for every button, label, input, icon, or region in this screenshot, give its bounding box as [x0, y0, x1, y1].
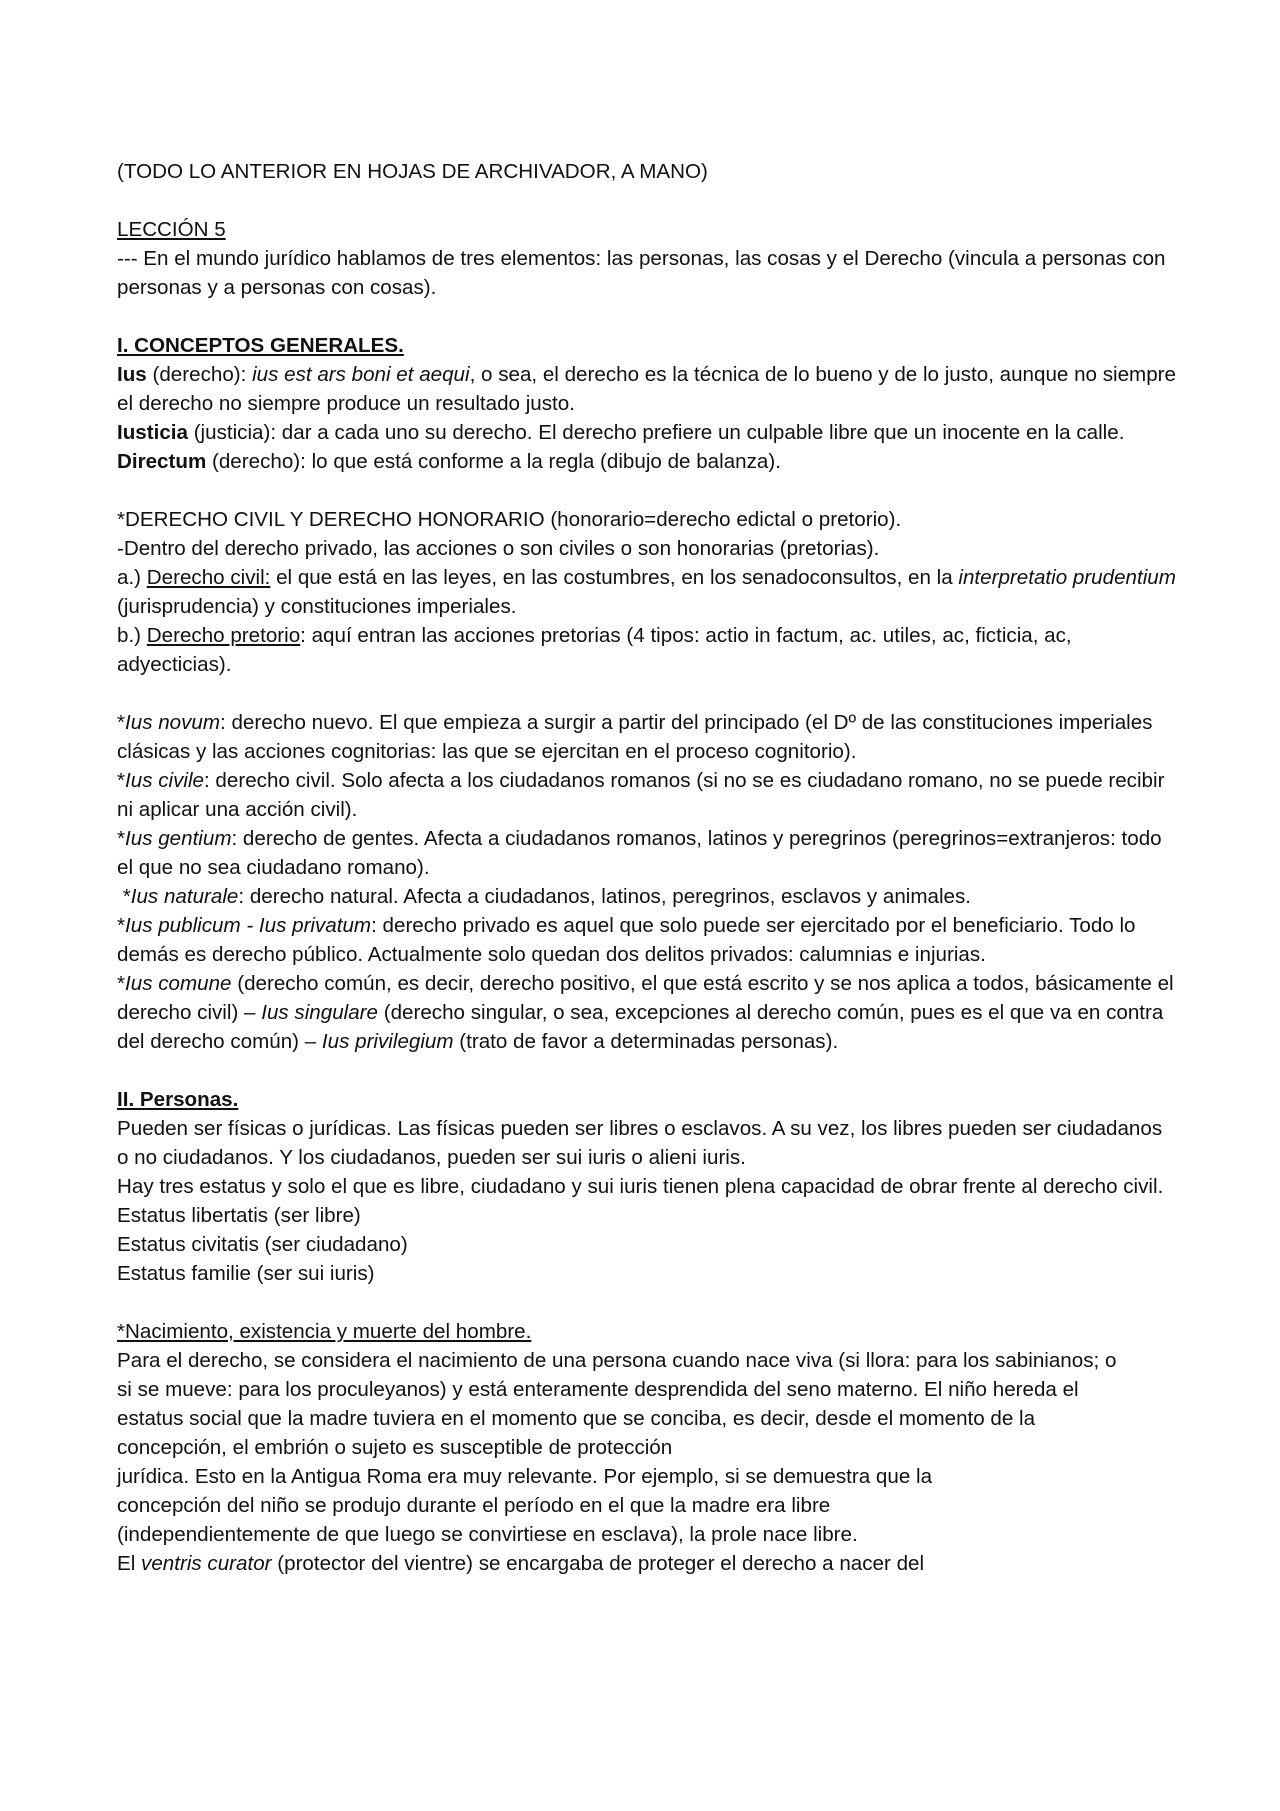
text: : derecho nuevo. El que empieza a surgir a partir del principado (el Dº de las constituciones imperiales clásicas y las acciones cognitorias: las que se ejercitan en el proceso cognitorio). [117, 711, 1153, 763]
text: * [117, 885, 131, 908]
text: (derecho común, es decir, derecho positivo, el que está escrito y se nos aplica a todos, básicamente el derecho civil) – [117, 972, 1174, 1024]
ius-item [117, 882, 1177, 911]
section-heading [117, 1085, 1177, 1114]
text: : aquí entran las acciones pretorias (4 tipos: actio in factum, ac. utiles, ac, ficticia, ac, adyecticias). [117, 624, 1072, 676]
sub-heading: *Nacimiento, existencia y muerte del hombre. [117, 1320, 532, 1343]
directum-definition [117, 447, 1177, 476]
text: : derecho privado es aquel que solo puede ser ejercitado por el beneficiario. Todo lo demás es derecho público. Actualmente solo quedan dos delitos privados: calumnias e injurias. [117, 914, 1136, 966]
status-line: Estatus libertatis (ser libre) [117, 1204, 361, 1227]
text: a.) [117, 566, 147, 589]
underlined-term: Derecho civil: [146, 566, 271, 589]
iusticia-definition [117, 418, 1177, 447]
ius-comune-item [117, 969, 1177, 1056]
italic-term: ventris curator [141, 1552, 272, 1575]
text-line: concepción del niño se produjo durante el período en el que la madre era libre [117, 1494, 831, 1517]
italic-term: Ius naturale [130, 885, 239, 908]
text: : derecho natural. Afecta a ciudadanos, latinos, peregrinos, esclavos y animales. [238, 885, 972, 908]
italic-term: Ius civile [125, 769, 204, 792]
text: (derecho): lo que está conforme a la regla (dibujo de balanza). [206, 450, 781, 473]
item-b [117, 621, 1177, 679]
text-line: estatus social que la madre tuviera en el momento que se conciba, es decir, desde el momento de la [117, 1407, 1036, 1430]
text: b.) [117, 624, 147, 647]
underlined-term: Derecho pretorio [146, 624, 301, 647]
intro-paragraph: --- En el mundo jurídico hablamos de tres elementos: las personas, las cosas y el Derecho (vincula a personas con personas y a personas con cosas). [117, 247, 1166, 299]
text-line: jurídica. Esto en la Antigua Roma era muy relevante. Por ejemplo, si se demuestra que la [117, 1465, 933, 1488]
ius-item [117, 824, 1177, 882]
text: (derecho singular, o sea, excepciones al derecho común, pues es el que va en contra del derecho común) – [117, 1001, 1164, 1053]
ius-item [117, 911, 1177, 969]
text: : derecho civil. Solo afecta a los ciudadanos romanos (si no se es ciudadano romano, no se puede recibir ni aplicar una acción civil). [117, 769, 1165, 821]
section-heading [117, 331, 1177, 360]
text: (trato de favor a determinadas personas). [453, 1030, 839, 1053]
italic-term: Ius publicum - Ius privatum [125, 914, 372, 937]
dentro-paragraph: -Dentro del derecho privado, las acciones o son civiles o son honorarias (pretorias). [117, 537, 880, 560]
text: , o sea, el derecho es la técnica de lo bueno y de lo justo, aunque no siempre el derecho no siempre produce un resultado justo. [117, 363, 1176, 415]
personas-paragraph: Pueden ser físicas o jurídicas. Las físicas pueden ser libres o esclavos. A su vez, los libres pueden ser ciudadanos o no ciudadanos. Y los ciudadanos, pueden ser sui iuris o alieni iuris. [117, 1117, 1163, 1169]
text: el que está en las leyes, en las costumbres, en los senadoconsultos, en la [270, 566, 959, 589]
section-heading-text: II. Personas. [117, 1088, 239, 1111]
ius-item [117, 708, 1177, 766]
italic-term: Ius privilegium [321, 1030, 454, 1053]
term: Ius [117, 363, 147, 386]
text: (protector del vientre) se encargaba de proteger el derecho a nacer del [271, 1552, 925, 1575]
civil-honorario-heading: *DERECHO CIVIL Y DERECHO HONORARIO (honorario=derecho edictal o pretorio). [117, 508, 902, 531]
text: (jurisprudencia) y constituciones imperiales. [117, 595, 517, 618]
ventris-curator-line [117, 1549, 1177, 1578]
ius-definition [117, 360, 1177, 418]
text-line: (independientemente de que luego se convirtiese en esclava), la prole nace libre. [117, 1523, 858, 1546]
document-body [117, 157, 1177, 1578]
italic-term: Ius comune [125, 972, 232, 995]
text: * [117, 827, 126, 850]
text: * [117, 711, 126, 734]
text: * [117, 769, 126, 792]
text: (justicia): dar a cada uno su derecho. El derecho prefiere un culpable libre que un inocente en la calle. [187, 421, 1125, 444]
latin-phrase: ius est ars boni et aequi [252, 363, 470, 386]
text: : derecho de gentes. Afecta a ciudadanos romanos, latinos y peregrinos (peregrinos=extranjeros: todo el que no sea ciudadano romano). [117, 827, 1162, 879]
item-a [117, 563, 1177, 621]
italic-term: interpretatio prudentium [958, 566, 1176, 589]
text-line: Para el derecho, se considera el nacimiento de una persona cuando nace viva (si llora: para los sabinianos; o [117, 1349, 1117, 1372]
italic-term: Ius novum [125, 711, 221, 734]
text: (derecho): [146, 363, 253, 386]
italic-term: Ius singulare [261, 1001, 378, 1024]
text-line: si se mueve: para los proculeyanos) y está enteramente desprendida del seno materno. El niño hereda el [117, 1378, 1079, 1401]
status-line: Estatus familie (ser sui iuris) [117, 1262, 375, 1285]
archive-note: (TODO LO ANTERIOR EN HOJAS DE ARCHIVADOR, A MANO) [117, 160, 708, 183]
section-heading-text: I. CONCEPTOS GENERALES. [117, 334, 404, 357]
text: * [117, 972, 126, 995]
text-line: concepción, el embrión o sujeto es susceptible de protección [117, 1436, 673, 1459]
text: * [117, 914, 126, 937]
lesson-title: LECCIÓN 5 [117, 218, 226, 241]
text: El [117, 1552, 142, 1575]
ius-item [117, 766, 1177, 824]
italic-term: Ius gentium [125, 827, 232, 850]
term: Directum [117, 450, 207, 473]
status-line: Estatus civitatis (ser ciudadano) [117, 1233, 408, 1256]
estatus-paragraph: Hay tres estatus y solo el que es libre, ciudadano y sui iuris tienen plena capacidad de obrar frente al derecho civil. [117, 1175, 1164, 1198]
term: Iusticia [117, 421, 188, 444]
